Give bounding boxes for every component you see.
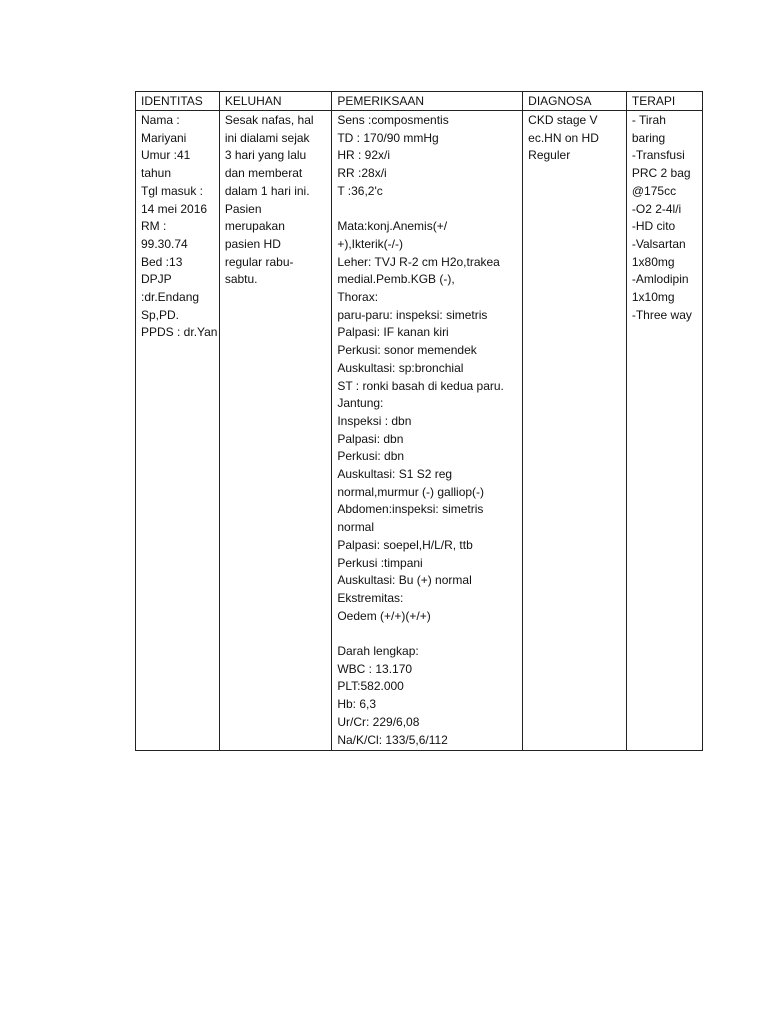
diagnosa-cell bbox=[523, 111, 627, 751]
pemeriksaan-line: Auskultasi: Bu (+) normal bbox=[337, 573, 472, 588]
pemeriksaan-line bbox=[337, 625, 517, 643]
terapi-line: -HD cito bbox=[631, 219, 676, 234]
terapi-line: -O2 2-4l/i bbox=[631, 201, 682, 216]
pemeriksaan-line: normal bbox=[337, 520, 375, 535]
terapi-line: -Valsartan bbox=[631, 236, 686, 251]
pemeriksaan-line: normal,murmur (-) galliop(-) bbox=[337, 484, 485, 499]
pemeriksaan-line: RR :28x/i bbox=[337, 166, 387, 181]
patient-record-table bbox=[135, 91, 703, 751]
identitas-line: Umur :41 bbox=[141, 148, 191, 163]
pemeriksaan-line: paru-paru: inspeksi: simetris bbox=[337, 307, 488, 322]
pemeriksaan-line: Palpasi: dbn bbox=[337, 431, 404, 446]
terapi-line: -Three way bbox=[631, 307, 692, 322]
terapi-line: PRC 2 bag bbox=[631, 166, 691, 181]
pemeriksaan-line: WBC : 13.170 bbox=[337, 661, 413, 676]
header-pemeriksaan: PEMERIKSAAN bbox=[332, 92, 523, 111]
header-terapi: TERAPI bbox=[626, 92, 702, 111]
terapi-line: -Amlodipin bbox=[631, 272, 689, 287]
identitas-line: Bed :13 bbox=[141, 254, 183, 269]
identitas-line: DPJP bbox=[141, 272, 172, 287]
identitas-line: :dr.Endang bbox=[141, 290, 200, 305]
diagnosa-line: ec.HN on HD bbox=[528, 130, 599, 145]
keluhan-line: dan memberat bbox=[224, 166, 303, 181]
terapi-line: -Transfusi bbox=[631, 148, 685, 163]
identitas-line: Mariyani bbox=[141, 130, 187, 145]
keluhan-line: Sesak nafas, hal bbox=[224, 113, 314, 127]
pemeriksaan-cell bbox=[332, 111, 523, 751]
identitas-line: Nama : bbox=[141, 113, 180, 127]
pemeriksaan-line: Palpasi: soepel,H/L/R, ttb bbox=[337, 537, 473, 552]
header-identitas: IDENTITAS bbox=[136, 92, 220, 111]
identitas-line: 99.30.74 bbox=[141, 236, 188, 251]
pemeriksaan-line: Auskultasi: sp:bronchial bbox=[337, 360, 464, 375]
pemeriksaan-line: Hb: 6,3 bbox=[337, 697, 377, 712]
pemeriksaan-line: Inspeksi : dbn bbox=[337, 413, 412, 428]
pemeriksaan-line: Thorax: bbox=[337, 290, 379, 305]
pemeriksaan-line: Abdomen:inspeksi: simetris bbox=[337, 502, 484, 517]
identitas-line: RM : bbox=[141, 219, 167, 234]
keluhan-line: 3 hari yang lalu bbox=[224, 148, 307, 163]
pemeriksaan-line: Palpasi: IF kanan kiri bbox=[337, 325, 449, 340]
pemeriksaan-line: medial.Pemb.KGB (-), bbox=[337, 272, 455, 287]
pemeriksaan-line: Ur/Cr: 229/6,08 bbox=[337, 714, 420, 729]
identitas-line: 14 mei 2016 bbox=[141, 201, 208, 216]
terapi-cell bbox=[626, 111, 702, 751]
terapi-line: 1x10mg bbox=[631, 290, 675, 305]
pemeriksaan-line: Jantung: bbox=[337, 396, 384, 411]
keluhan-line: merupakan bbox=[224, 219, 285, 234]
pemeriksaan-line: Sens :composmentis bbox=[337, 113, 449, 127]
terapi-line: - Tirah bbox=[631, 113, 666, 127]
header-diagnosa: DIAGNOSA bbox=[523, 92, 627, 111]
keluhan-line: dalam 1 hari ini. bbox=[224, 183, 310, 198]
terapi-line: @175cc bbox=[631, 183, 677, 198]
header-keluhan: KELUHAN bbox=[219, 92, 332, 111]
diagnosa-line: Reguler bbox=[528, 148, 571, 163]
pemeriksaan-line: Leher: TVJ R-2 cm H2o,trakea bbox=[337, 254, 500, 269]
pemeriksaan-line: Mata:konj.Anemis(+/ bbox=[337, 219, 448, 234]
identitas-line: tahun bbox=[141, 166, 172, 181]
pemeriksaan-line: Na/K/Cl: 133/5,6/112 bbox=[337, 732, 448, 747]
identitas-line: PPDS : dr.Yan bbox=[141, 325, 218, 340]
pemeriksaan-line: Ekstremitas: bbox=[337, 590, 404, 605]
pemeriksaan-line: Perkusi :timpani bbox=[337, 555, 423, 570]
terapi-line: 1x80mg bbox=[631, 254, 675, 269]
pemeriksaan-line: +),Ikterik(-/-) bbox=[337, 236, 404, 251]
table-row bbox=[136, 111, 703, 751]
pemeriksaan-line: T :36,2'c bbox=[337, 183, 383, 198]
pemeriksaan-line: Perkusi: dbn bbox=[337, 449, 405, 464]
identitas-line: Tgl masuk : bbox=[141, 183, 204, 198]
pemeriksaan-line: Oedem (+/+)(+/+) bbox=[337, 608, 431, 623]
keluhan-cell bbox=[219, 111, 332, 751]
terapi-line: baring bbox=[631, 130, 666, 145]
pemeriksaan-line: HR : 92x/i bbox=[337, 148, 391, 163]
pemeriksaan-line: Darah lengkap: bbox=[337, 644, 419, 659]
pemeriksaan-line: TD : 170/90 mmHg bbox=[337, 130, 439, 145]
keluhan-line: Pasien bbox=[224, 201, 262, 216]
identitas-line: Sp,PD. bbox=[141, 307, 180, 322]
header-row bbox=[136, 92, 703, 111]
keluhan-line: sabtu. bbox=[224, 272, 258, 287]
keluhan-line: regular rabu- bbox=[224, 254, 294, 269]
keluhan-line: pasien HD bbox=[224, 236, 281, 251]
pemeriksaan-line: Perkusi: sonor memendek bbox=[337, 343, 477, 358]
identitas-cell bbox=[136, 111, 220, 751]
pemeriksaan-line: Auskultasi: S1 S2 reg bbox=[337, 467, 453, 482]
pemeriksaan-line bbox=[337, 201, 517, 219]
pemeriksaan-line: ST : ronki basah di kedua paru. bbox=[337, 378, 504, 393]
pemeriksaan-line: PLT:582.000 bbox=[337, 679, 404, 694]
keluhan-line: ini dialami sejak bbox=[224, 130, 310, 145]
diagnosa-line: CKD stage V bbox=[528, 113, 598, 127]
